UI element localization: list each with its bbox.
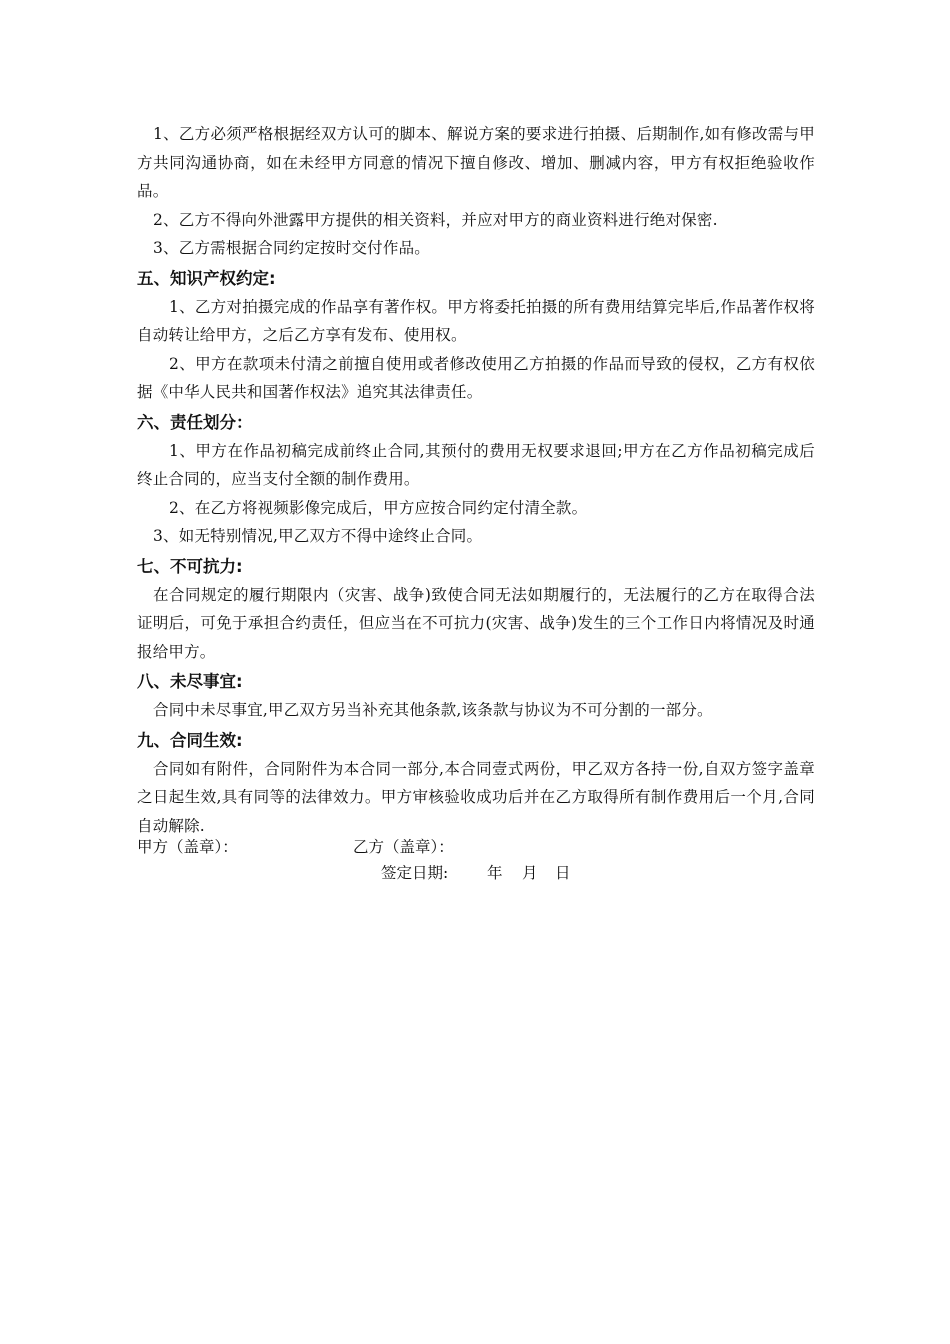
section7-heading: 七、不可抗力: <box>137 556 243 576</box>
section7-text: 在合同规定的履行期限内（灾害、战争)致使合同无法如期履行的，无法履行的乙方在取得合法证明后，可免于承担合约责任，但应当在不可抗力(灾害、战争)发生的三个工作日内将情况及时通报给甲方。 <box>137 585 815 661</box>
section5-item-2: 2、甲方在款项未付清之前擅自使用或者修改使用乙方拍摄的作品而导致的侵权，乙方有权依据《中华人民共和国著作权法》追究其法律责任。 <box>137 354 815 401</box>
party-b-seal-label: 乙方（盖章）： <box>353 838 454 856</box>
section6-item-3: 3、如无特别情况,甲乙双方不得中途终止合同。 <box>153 527 483 545</box>
clause-b-1: 1、乙方必须严格根据经双方认可的脚本、解说方案的要求进行拍摄、后期制作,如有修改需与甲方共同沟通协商，如在未经甲方同意的情况下擅自修改、增加、删减内容，甲方有权拒绝验收作品。 <box>137 125 815 200</box>
clause-b-3: 3、乙方需根据合同约定按时交付作品。 <box>153 239 430 257</box>
contract-body <box>137 120 815 840</box>
section9-text: 合同如有附件，合同附件为本合同一部分,本合同壹式两份，甲乙双方各持一份,自双方签字盖章之日起生效,具有同等的法律效力。甲方审核验收成功后并在乙方取得所有制作费用后一个月,合同自动解除. <box>137 759 815 835</box>
section6-heading: 六、责任划分： <box>137 412 253 432</box>
sign-date-label: 签定日期: <box>381 864 449 882</box>
signature-block <box>137 834 815 886</box>
sign-date-year: 年 <box>487 864 503 882</box>
section6-item-1: 1、甲方在作品初稿完成前终止合同,其预付的费用无权要求退回;甲方在乙方作品初稿完成后终止合同的，应当支付全额的制作费用。 <box>137 441 815 488</box>
section8-text: 合同中未尽事宜,甲乙双方另当补充其他条款,该条款与协议为不可分割的一部分。 <box>153 701 713 719</box>
section6-item-2: 2、在乙方将视频影像完成后，甲方应按合同约定付清全款。 <box>169 498 588 517</box>
section5-heading: 五、知识产权约定: <box>137 268 276 288</box>
clause-b-2: 2、乙方不得向外泄露甲方提供的相关资料，并应对甲方的商业资料进行绝对保密. <box>153 210 718 229</box>
section9-heading: 九、合同生效: <box>137 730 243 750</box>
section8-heading: 八、未尽事宜: <box>137 672 243 691</box>
sign-date-month: 月 <box>522 864 538 882</box>
sign-date-day: 日 <box>555 864 571 882</box>
section5-item-1: 1、乙方对拍摄完成的作品享有著作权。甲方将委托拍摄的所有费用结算完毕后,作品著作权将自动转让给甲方，之后乙方享有发布、使用权。 <box>137 297 815 344</box>
party-a-seal-label: 甲方（盖章）： <box>137 838 238 856</box>
